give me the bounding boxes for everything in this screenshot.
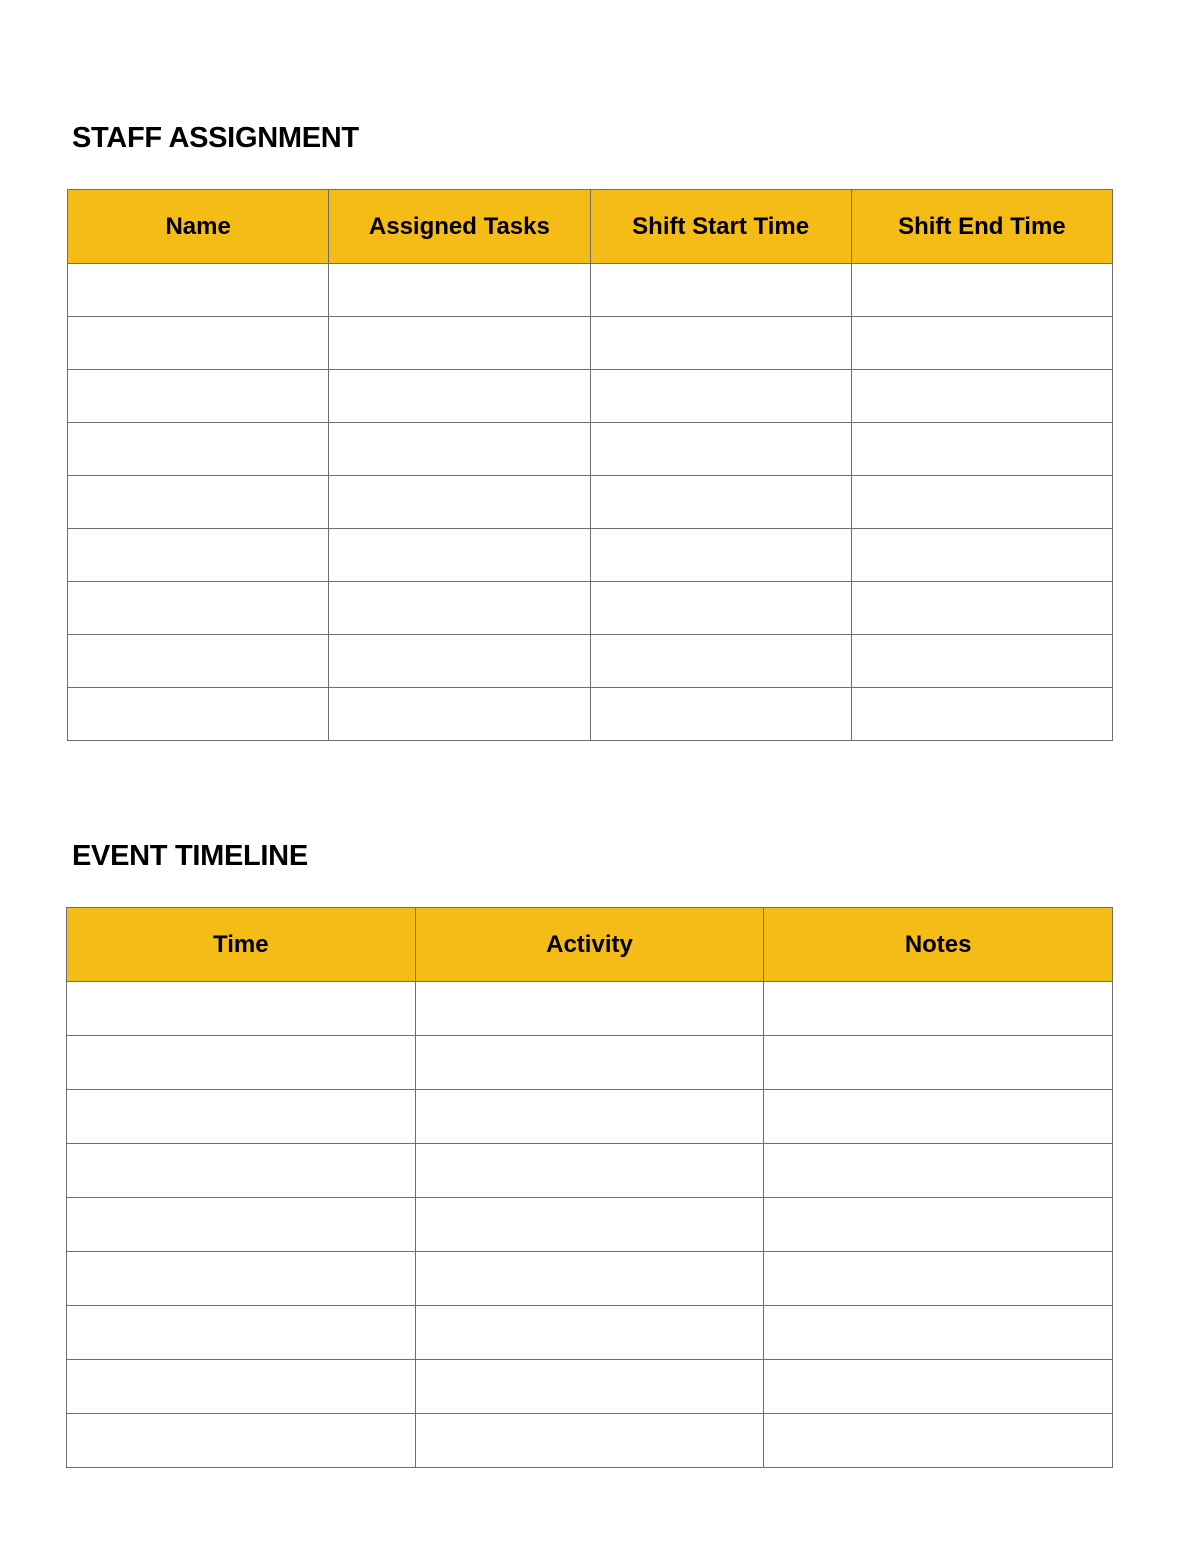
cell-assigned-tasks[interactable]: [329, 688, 590, 741]
cell-shift-end-time[interactable]: [851, 317, 1112, 370]
table-row: [67, 1090, 1113, 1144]
cell-notes[interactable]: [764, 1144, 1113, 1198]
table-row: [68, 264, 1113, 317]
cell-activity[interactable]: [415, 1252, 764, 1306]
cell-name[interactable]: [68, 370, 329, 423]
cell-name[interactable]: [68, 423, 329, 476]
cell-name[interactable]: [68, 529, 329, 582]
cell-shift-end-time[interactable]: [851, 476, 1112, 529]
cell-shift-end-time[interactable]: [851, 529, 1112, 582]
table-row: [67, 1306, 1113, 1360]
cell-name[interactable]: [68, 688, 329, 741]
cell-time[interactable]: [67, 1306, 416, 1360]
cell-shift-start-time[interactable]: [590, 317, 851, 370]
cell-notes[interactable]: [764, 1252, 1113, 1306]
table-row: [68, 529, 1113, 582]
cell-name[interactable]: [68, 264, 329, 317]
cell-name[interactable]: [68, 635, 329, 688]
cell-notes[interactable]: [764, 1360, 1113, 1414]
table-row: [67, 1360, 1113, 1414]
cell-time[interactable]: [67, 1198, 416, 1252]
cell-activity[interactable]: [415, 1144, 764, 1198]
cell-shift-start-time[interactable]: [590, 688, 851, 741]
cell-assigned-tasks[interactable]: [329, 582, 590, 635]
cell-time[interactable]: [67, 1360, 416, 1414]
cell-assigned-tasks[interactable]: [329, 635, 590, 688]
cell-shift-end-time[interactable]: [851, 635, 1112, 688]
cell-shift-start-time[interactable]: [590, 582, 851, 635]
cell-notes[interactable]: [764, 1414, 1113, 1468]
cell-shift-start-time[interactable]: [590, 476, 851, 529]
table-row: [68, 370, 1113, 423]
cell-assigned-tasks[interactable]: [329, 423, 590, 476]
cell-name[interactable]: [68, 317, 329, 370]
table-row: [67, 1144, 1113, 1198]
column-header-name: Name: [68, 190, 329, 264]
table-row: [68, 423, 1113, 476]
cell-activity[interactable]: [415, 1036, 764, 1090]
event-timeline-table: [66, 907, 1113, 1468]
cell-notes[interactable]: [764, 1198, 1113, 1252]
cell-assigned-tasks[interactable]: [329, 264, 590, 317]
cell-notes[interactable]: [764, 982, 1113, 1036]
column-header-shift-start-time: Shift Start Time: [590, 190, 851, 264]
cell-name[interactable]: [68, 582, 329, 635]
cell-shift-end-time[interactable]: [851, 264, 1112, 317]
cell-time[interactable]: [67, 1144, 416, 1198]
cell-activity[interactable]: [415, 982, 764, 1036]
event-timeline-title: EVENT TIMELINE: [72, 840, 308, 872]
cell-time[interactable]: [67, 1252, 416, 1306]
cell-shift-start-time[interactable]: [590, 370, 851, 423]
table-row: [67, 1198, 1113, 1252]
table-row: [67, 1414, 1113, 1468]
cell-shift-start-time[interactable]: [590, 635, 851, 688]
cell-shift-end-time[interactable]: [851, 423, 1112, 476]
staff-assignment-title: STAFF ASSIGNMENT: [72, 122, 359, 154]
table-row: [68, 635, 1113, 688]
cell-assigned-tasks[interactable]: [329, 317, 590, 370]
column-header-shift-end-time: Shift End Time: [851, 190, 1112, 264]
table-row: [67, 1036, 1113, 1090]
cell-shift-end-time[interactable]: [851, 688, 1112, 741]
cell-time[interactable]: [67, 1090, 416, 1144]
column-header-time: Time: [67, 908, 416, 982]
cell-assigned-tasks[interactable]: [329, 370, 590, 423]
staff-assignment-table: [67, 189, 1113, 741]
table-row: [67, 982, 1113, 1036]
cell-shift-end-time[interactable]: [851, 582, 1112, 635]
table-row: [68, 688, 1113, 741]
cell-notes[interactable]: [764, 1306, 1113, 1360]
header-row: [67, 908, 1113, 982]
cell-name[interactable]: [68, 476, 329, 529]
cell-assigned-tasks[interactable]: [329, 476, 590, 529]
table-row: [68, 317, 1113, 370]
table-row: [68, 582, 1113, 635]
cell-shift-start-time[interactable]: [590, 529, 851, 582]
cell-activity[interactable]: [415, 1360, 764, 1414]
cell-time[interactable]: [67, 1414, 416, 1468]
cell-time[interactable]: [67, 982, 416, 1036]
cell-shift-start-time[interactable]: [590, 264, 851, 317]
cell-assigned-tasks[interactable]: [329, 529, 590, 582]
cell-activity[interactable]: [415, 1090, 764, 1144]
column-header-notes: Notes: [764, 908, 1113, 982]
cell-notes[interactable]: [764, 1090, 1113, 1144]
cell-notes[interactable]: [764, 1036, 1113, 1090]
column-header-assigned-tasks: Assigned Tasks: [329, 190, 590, 264]
column-header-activity: Activity: [415, 908, 764, 982]
cell-activity[interactable]: [415, 1306, 764, 1360]
cell-time[interactable]: [67, 1036, 416, 1090]
cell-shift-end-time[interactable]: [851, 370, 1112, 423]
cell-shift-start-time[interactable]: [590, 423, 851, 476]
table-row: [67, 1252, 1113, 1306]
header-row: [68, 190, 1113, 264]
cell-activity[interactable]: [415, 1198, 764, 1252]
cell-activity[interactable]: [415, 1414, 764, 1468]
table-row: [68, 476, 1113, 529]
